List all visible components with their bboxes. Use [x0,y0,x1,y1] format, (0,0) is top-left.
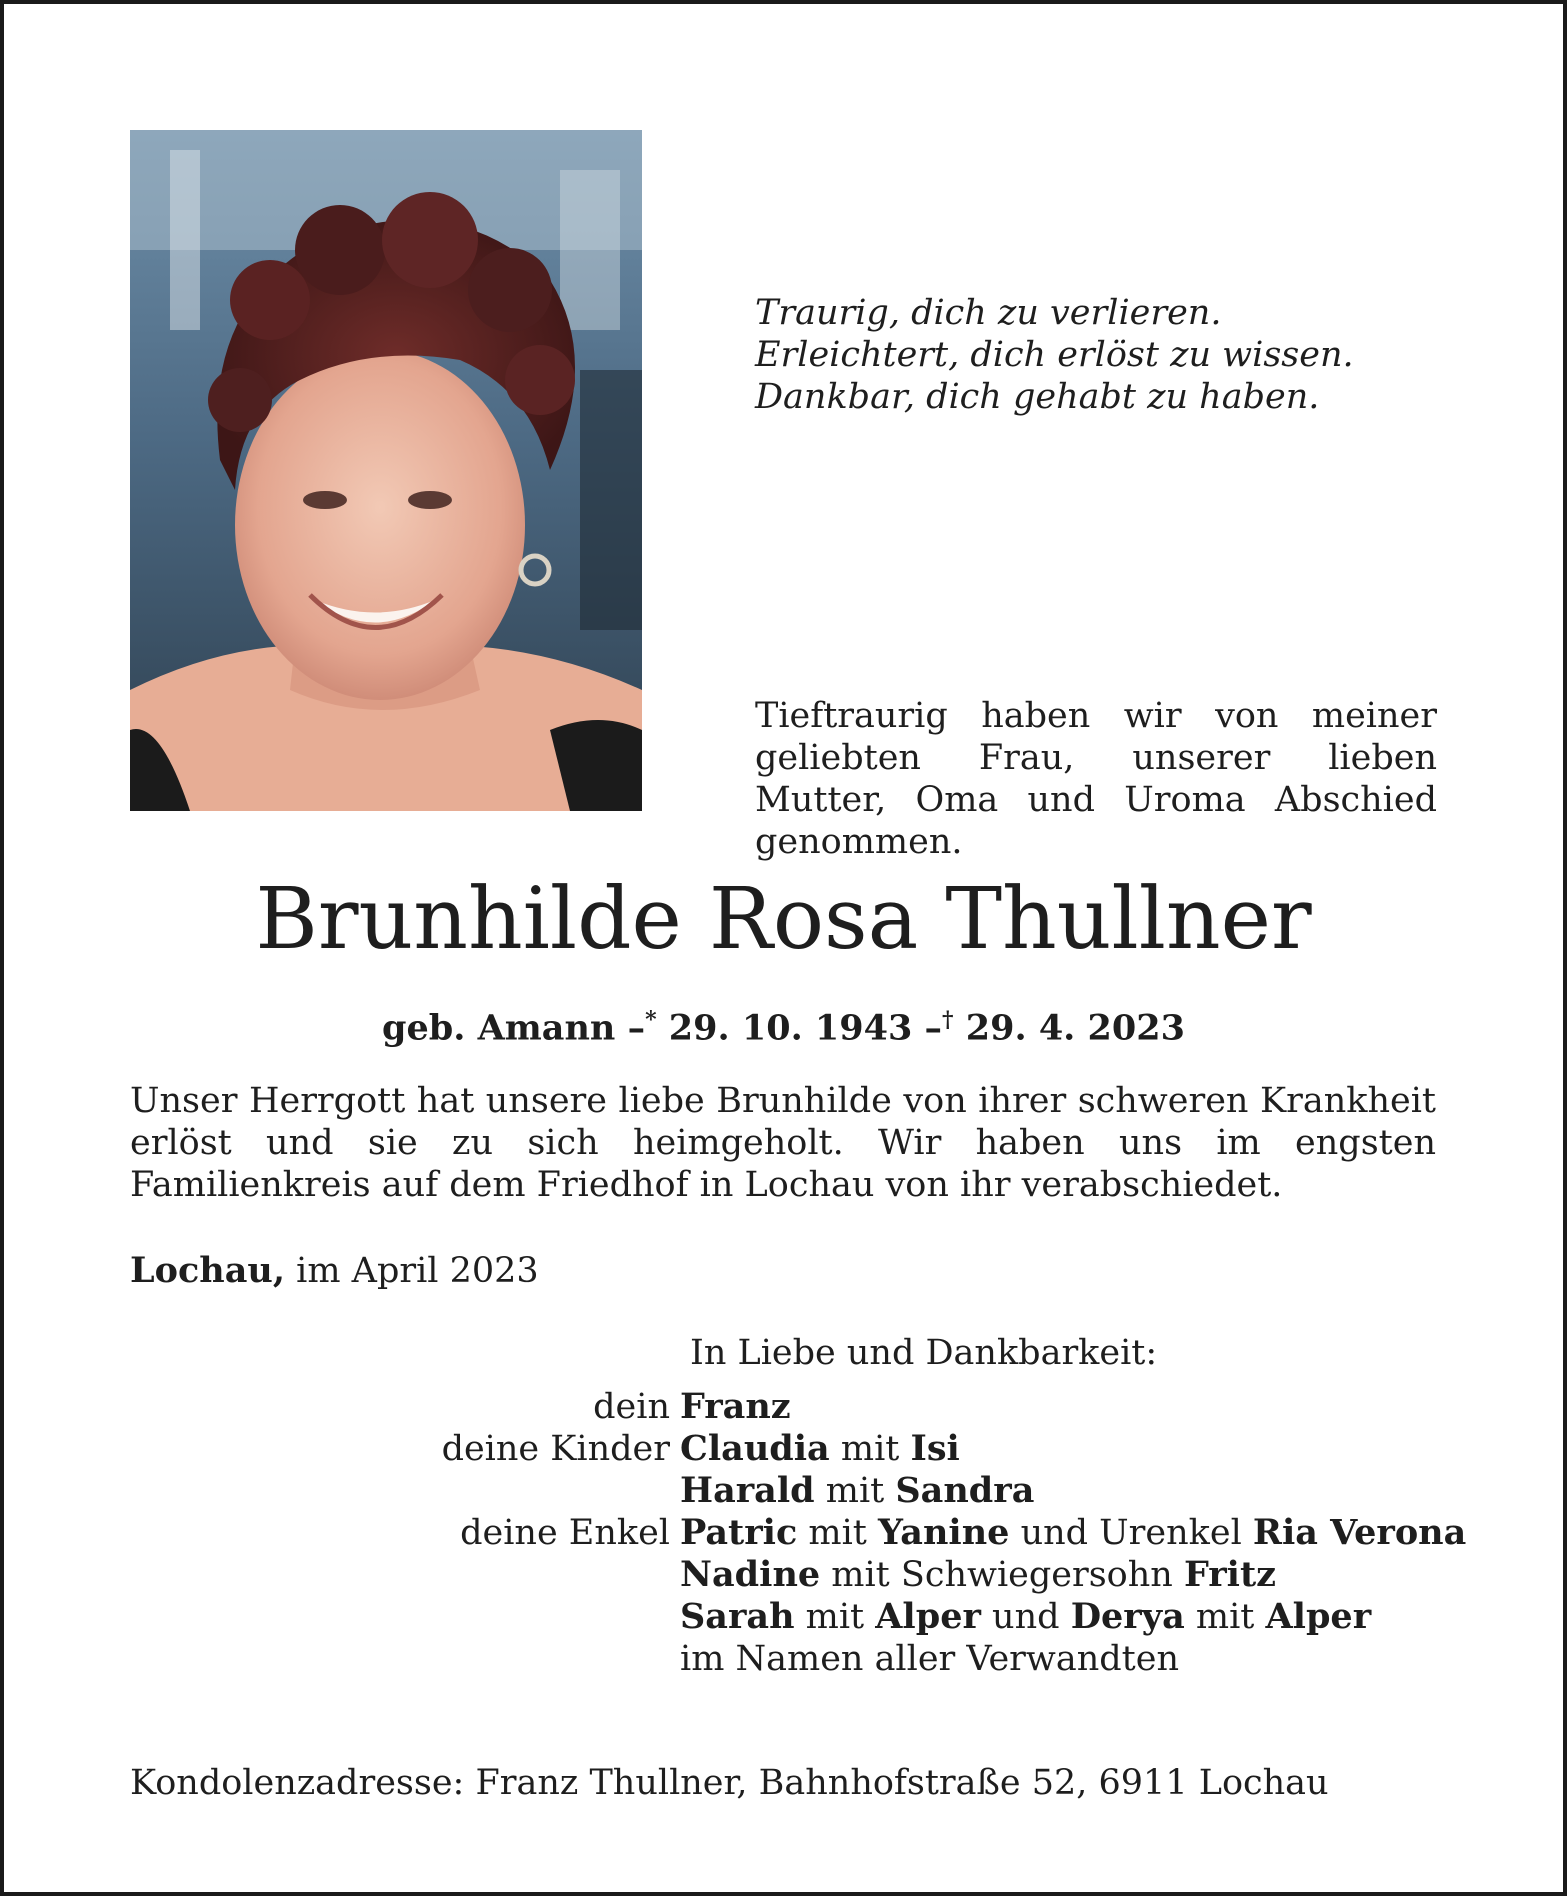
birth-symbol: * [645,1007,657,1033]
family-names [680,1470,1034,1512]
intro-text: Tieftraurig haben wir von meiner geliebten Frau, unserer lieben Mutter, Oma und Uroma Abschied genommen. [755,696,1437,862]
relation-label: deine Enkel [460,1513,670,1553]
separator: – [627,1007,646,1049]
death-symbol: † [942,1007,954,1033]
place-town: Lochau, [130,1250,286,1291]
place-month: im April 2023 [296,1251,539,1291]
family-member: Alper [1265,1596,1372,1637]
family-member: Derya [1070,1596,1185,1637]
poem-line: Traurig, dich zu verlieren. [755,293,1222,333]
condolence-address: Kondolenzadresse: Franz Thullner, Bahnhofstraße 52, 6911 Lochau [130,1763,1329,1803]
connector: mit Schwiegersohn [831,1555,1173,1595]
family-member: Harald [680,1470,815,1511]
family-member: Sarah [680,1596,795,1637]
relation-label: dein [593,1387,670,1427]
connector: mit [840,1429,900,1469]
connector: mit [808,1513,867,1553]
family-row [0,1512,1567,1554]
thanks-line: In Liebe und Dankbarkeit: [690,1333,1158,1373]
family-row [0,1554,1567,1596]
family-names [680,1596,1371,1638]
connector: und [992,1597,1060,1637]
family-member: Fritz [1183,1554,1276,1595]
death-date: 29. 4. 2023 [965,1007,1185,1049]
relation-label [0,1596,680,1638]
family-row [0,1638,1567,1680]
portrait-photo [130,130,642,811]
family-member: Patric [680,1512,798,1553]
family-names [680,1428,960,1470]
connector: mit [825,1471,885,1511]
family-row [0,1596,1567,1638]
family-names [680,1554,1276,1596]
memorial-poem [755,292,1455,418]
family-row [0,1428,1567,1470]
family-member: Alper [875,1596,981,1637]
birth-name: geb. Amann [382,1007,616,1049]
birth-date: 29. 10. 1943 [668,1007,913,1049]
poem-line: Dankbar, dich gehabt zu haben. [755,377,1320,417]
family-names [680,1386,791,1428]
connector: und Urenkel [1020,1513,1242,1553]
relation-label [0,1638,680,1680]
obituary-text: Unser Herrgott hat unsere liebe Brunhilde von ihrer schweren Krankheit erlöst und sie zu sich heimgeholt. Wir haben uns im engsten Familienkreis auf dem Friedhof in Lochau von ihr verabschiedet. [130,1081,1436,1205]
family-member: Ria Verona [1252,1512,1467,1553]
family-member: Nadine [680,1554,821,1595]
family-member: Sandra [895,1470,1035,1511]
family-row [0,1470,1567,1512]
relation-label: deine Kinder [441,1429,670,1469]
relation-label [0,1470,680,1512]
place-date [130,1250,539,1292]
connector: mit [805,1597,865,1637]
family-member: Yanine [878,1512,1010,1553]
deceased-name: Brunhilde Rosa Thullner [255,870,1312,969]
closing-line: im Namen aller Verwandten [680,1639,1179,1679]
family-member: Franz [680,1386,791,1427]
family-names [680,1512,1466,1554]
life-dates [0,998,1567,1051]
family-row [0,1386,1567,1428]
poem-line: Erleichtert, dich erlöst zu wissen. [755,335,1354,375]
relation-label [0,1554,680,1596]
connector: mit [1195,1597,1255,1637]
family-list [0,1386,1567,1680]
family-member: Isi [910,1428,960,1469]
separator: – [924,1007,943,1049]
family-member: Claudia [680,1428,830,1469]
